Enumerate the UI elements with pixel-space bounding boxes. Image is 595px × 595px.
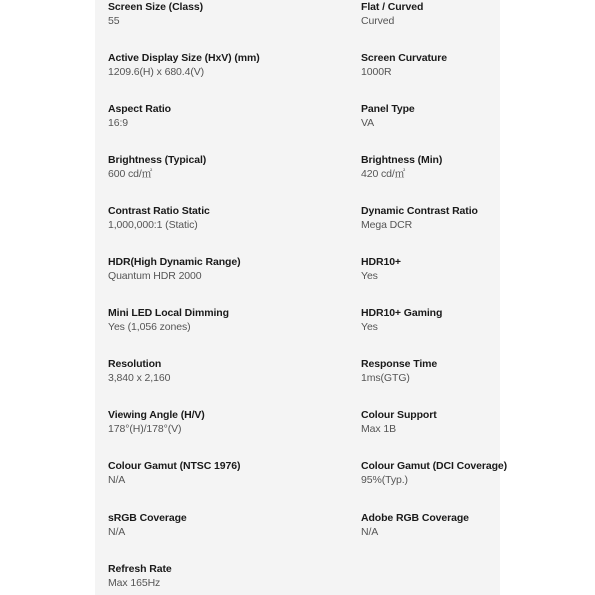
spec-response-time (361, 358, 437, 385)
spec-label: Contrast Ratio Static (108, 205, 210, 217)
spec-label: Response Time (361, 358, 438, 370)
spec-colour-gamut-ntsc (108, 460, 240, 487)
spec-value: Max 1B (361, 423, 396, 435)
spec-value: 16:9 (108, 117, 129, 129)
spec-value: 600 cd/㎡ (108, 168, 153, 180)
spec-colour-support (361, 409, 437, 436)
spec-label: sRGB Coverage (108, 512, 187, 524)
spec-mini-led-local-dimming (108, 307, 229, 334)
spec-hdr (108, 256, 240, 283)
spec-value: Max 165Hz (108, 577, 161, 589)
spec-value: 95%(Typ.) (361, 474, 408, 486)
spec-label: Active Display Size (HxV) (mm) (108, 52, 260, 64)
spec-label: HDR(High Dynamic Range) (108, 256, 241, 268)
spec-colour-gamut-dci (361, 460, 507, 487)
spec-screen-curvature (361, 52, 447, 79)
spec-value: Curved (361, 15, 395, 27)
spec-value: 178°(H)/178°(V) (108, 423, 182, 435)
spec-label: Screen Curvature (361, 52, 447, 64)
spec-value: 420 cd/㎡ (361, 168, 406, 180)
spec-screen-size (108, 1, 203, 28)
spec-value: Yes (361, 321, 378, 333)
spec-brightness-min (361, 154, 442, 181)
spec-label: Screen Size (Class) (108, 1, 203, 13)
spec-flat-curved (361, 1, 423, 28)
spec-brightness-typical (108, 154, 206, 181)
spec-label: Dynamic Contrast Ratio (361, 205, 478, 217)
spec-label: Adobe RGB Coverage (361, 512, 469, 524)
spec-label: Viewing Angle (H/V) (108, 409, 205, 421)
spec-value: Quantum HDR 2000 (108, 270, 202, 282)
spec-value: 3,840 x 2,160 (108, 372, 171, 384)
spec-aspect-ratio (108, 103, 171, 130)
spec-value: Yes (361, 270, 378, 282)
spec-label: Refresh Rate (108, 563, 172, 575)
spec-srgb-coverage (108, 512, 187, 539)
spec-active-display-size (108, 52, 260, 79)
spec-hdr10-plus (361, 256, 401, 283)
spec-viewing-angle (108, 409, 205, 436)
spec-label: Colour Support (361, 409, 437, 421)
spec-label: Resolution (108, 358, 162, 370)
spec-value: N/A (361, 526, 379, 538)
spec-value: N/A (108, 526, 126, 538)
spec-label: Colour Gamut (NTSC 1976) (108, 460, 241, 472)
spec-dynamic-contrast-ratio (361, 205, 478, 232)
spec-value: 1000R (361, 66, 392, 78)
spec-adobe-rgb-coverage (361, 512, 469, 539)
spec-value: 1,000,000:1 (Static) (108, 219, 198, 231)
spec-value: 55 (108, 15, 120, 27)
spec-hdr10-plus-gaming (361, 307, 442, 334)
spec-value: Yes (1,056 zones) (108, 321, 191, 333)
spec-value: 1209.6(H) x 680.4(V) (108, 66, 205, 78)
spec-label: Colour Gamut (DCI Coverage) (361, 460, 508, 472)
spec-value: 1ms(GTG) (361, 372, 410, 384)
spec-value: N/A (108, 474, 126, 486)
spec-label: Aspect Ratio (108, 103, 171, 115)
spec-label: Brightness (Min) (361, 154, 443, 166)
spec-contrast-ratio-static (108, 205, 210, 232)
spec-label: Mini LED Local Dimming (108, 307, 229, 319)
spec-label: Panel Type (361, 103, 415, 115)
spec-label: Brightness (Typical) (108, 154, 207, 166)
spec-label: Flat / Curved (361, 1, 424, 13)
spec-refresh-rate (108, 563, 172, 590)
spec-value: Mega DCR (361, 219, 413, 231)
spec-panel-type (361, 103, 415, 130)
spec-panel (95, 0, 500, 595)
spec-label: HDR10+ Gaming (361, 307, 443, 319)
spec-label: HDR10+ (361, 256, 401, 268)
spec-resolution (108, 358, 170, 385)
spec-value: VA (361, 117, 375, 129)
